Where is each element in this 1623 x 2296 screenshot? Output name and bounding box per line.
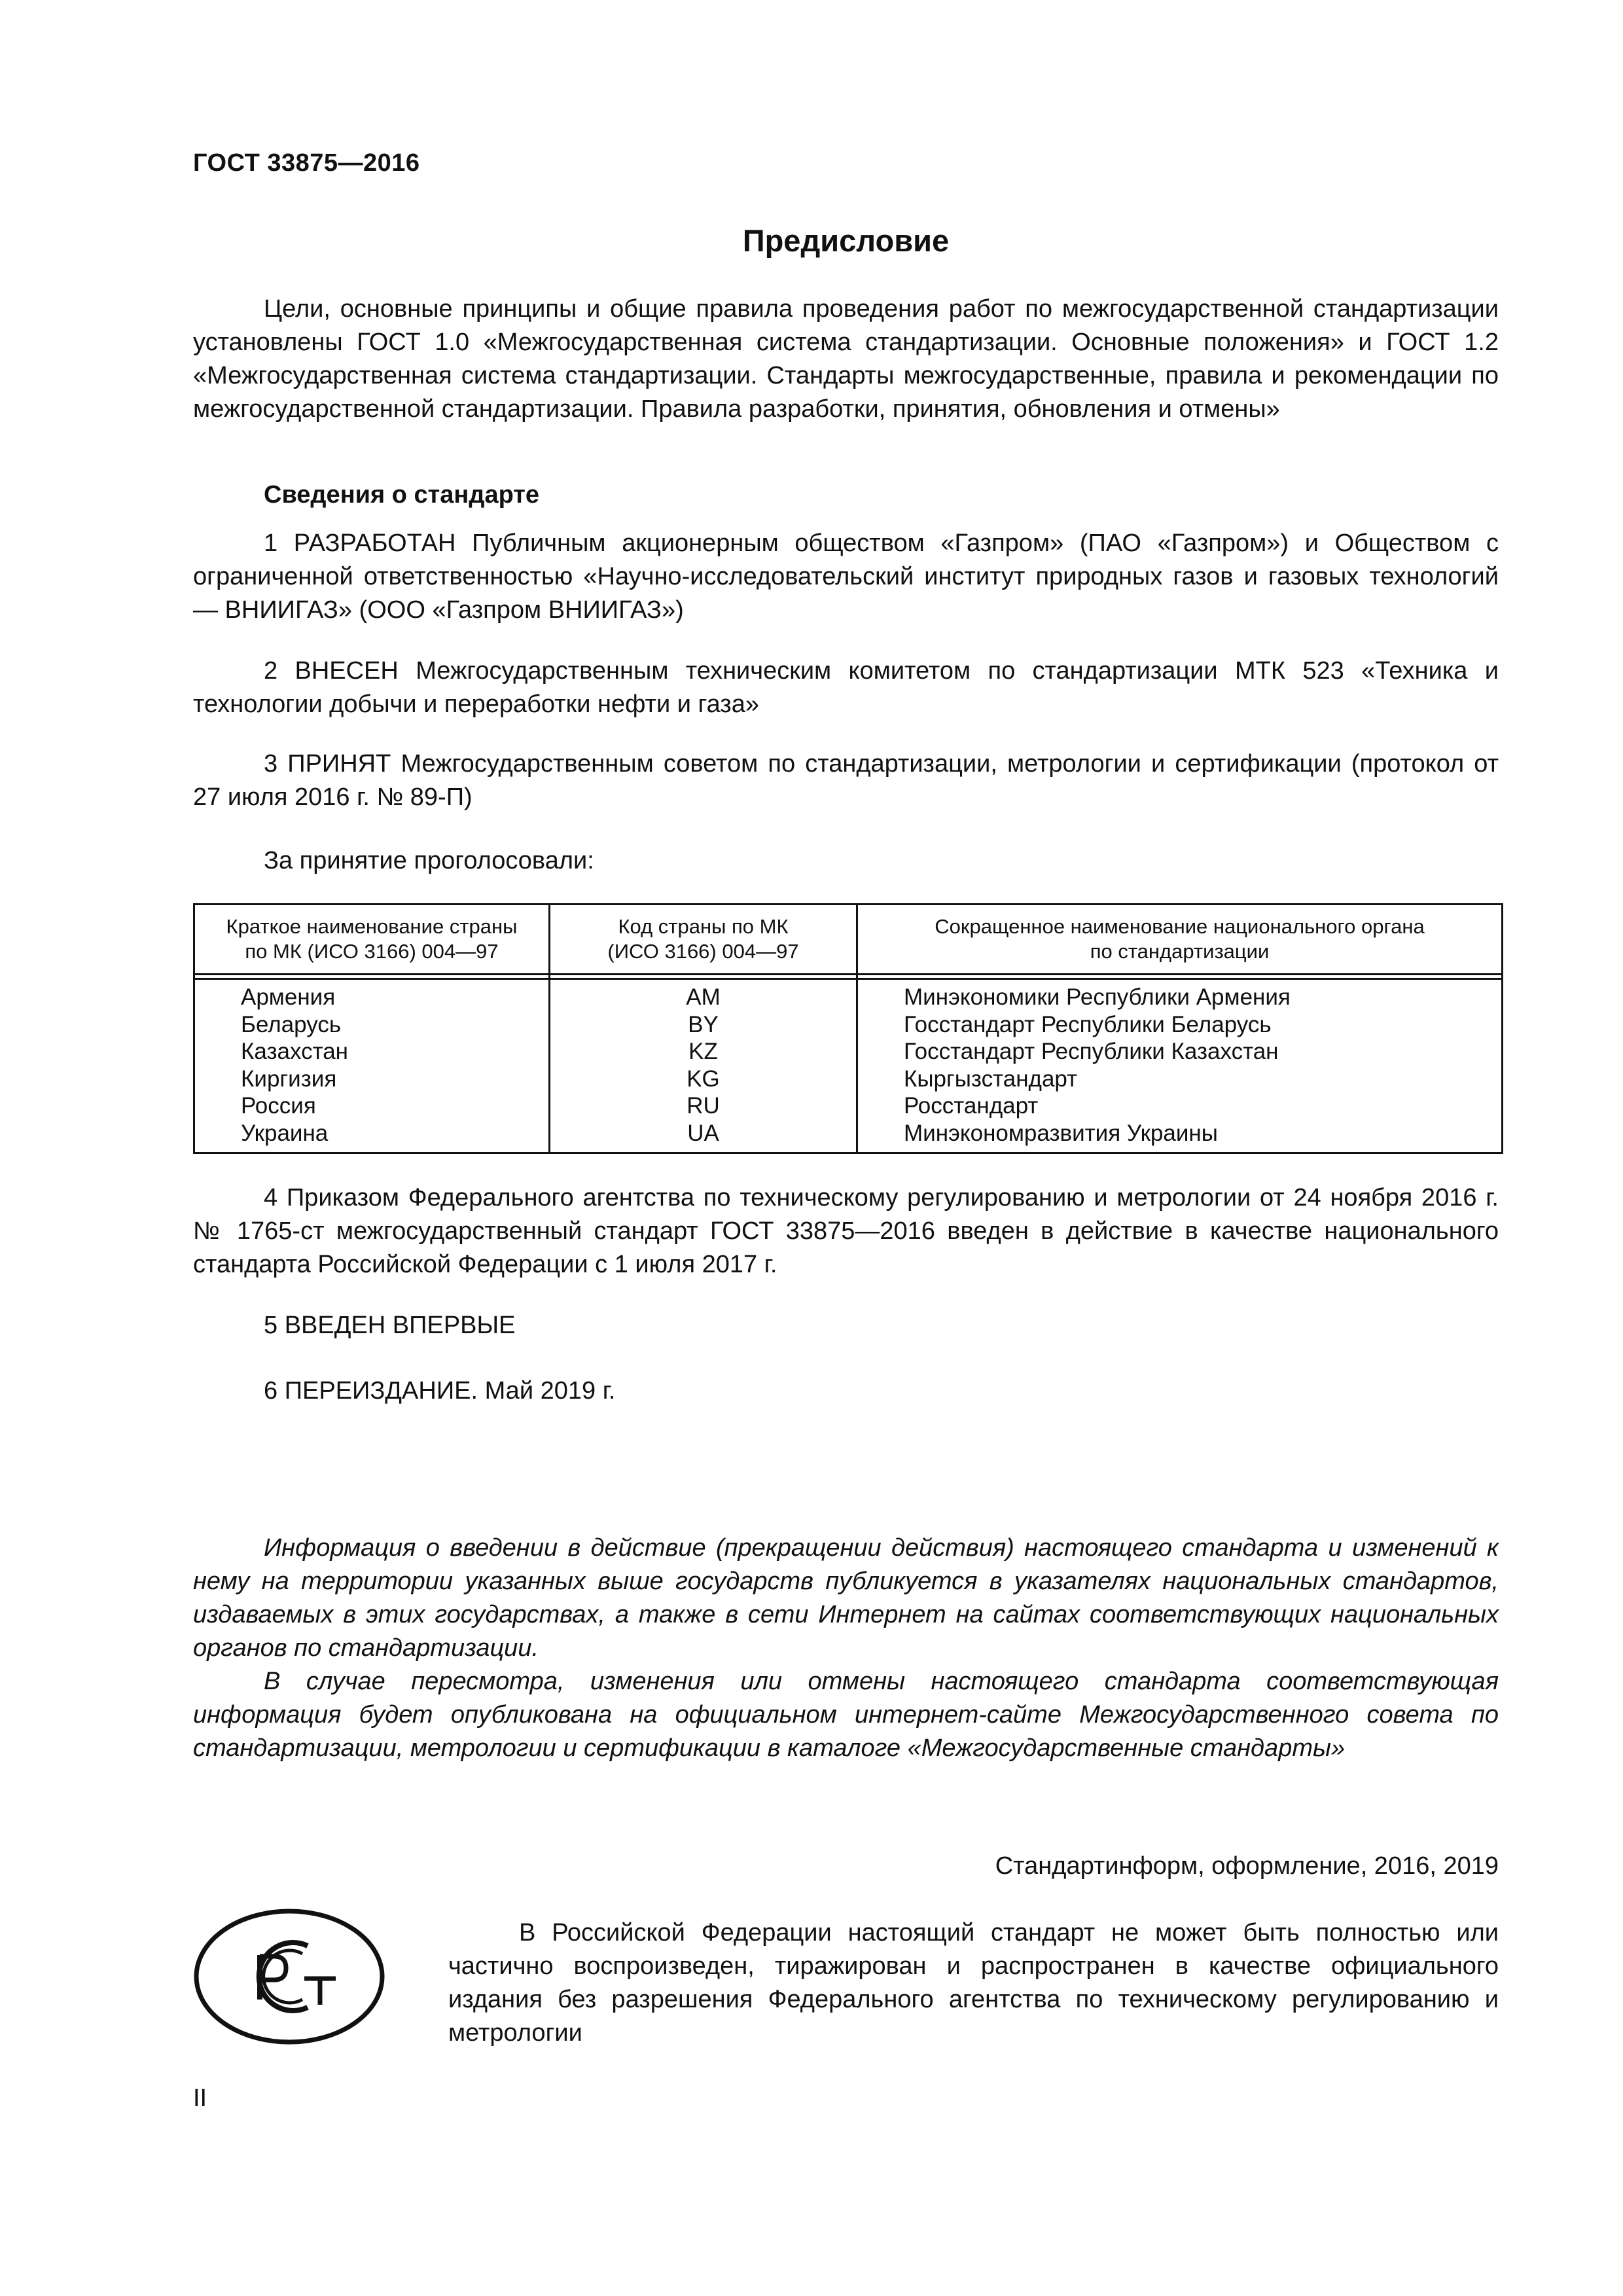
table-header-country [195,914,548,964]
code-column [550,984,856,1147]
header-line: по стандартизации [1090,940,1270,963]
document-code-header: ГОСТ 33875—2016 [193,149,420,177]
table-cell: Армения [241,984,336,1010]
page-title: Предисловие [742,223,950,258]
table-cell: AM [686,984,721,1010]
header-line: Краткое наименование страны [226,915,518,938]
country-column [241,984,348,1147]
item-3-adopted: 3 ПРИНЯТ Межгосударственным советом по стандартизации, метрологии и сертификации (протокол от 27 июля 2016 г. № 89-П) [193,750,1499,811]
table-cell: Госстандарт Республики Казахстан [904,1039,1279,1064]
table-cell: Минэкономики Республики Армения [904,984,1291,1010]
table-cell: Украина [241,1120,329,1146]
notice-paragraph-2: В случае пересмотра, изменения или отмены настоящего стандарта соответствующая информация будет опубликована на официальном интернет-сайте Межгосударственного совета по стандартизации, метрологии и сертификации в каталоге «Межгосударственные стандарты» [193,1668,1499,1762]
table-cell: Минэкономразвития Украины [904,1120,1218,1146]
header-line: (ИСО 3166) 004—97 [607,940,799,963]
item-2-introduced: 2 ВНЕСЕН Межгосударственным техническим комитетом по стандартизации МТК 523 «Техника и технологии добычи и переработки нефти и газа» [193,657,1499,718]
intro-paragraph: Цели, основные принципы и общие правила проведения работ по межгосударственной стандартизации установлены ГОСТ 1.0 «Межгосударственная система стандартизации. Основные положения» и ГОСТ 1.2 «Межгосударственная система стандартизации. Стандарты межгосударственные, правила и рекомендации по межгосударственной стандартизации. Правила разработки, принятия, обновления и отмены» [193,295,1499,423]
table-header-national-body [858,914,1501,964]
national-body-column [904,984,1291,1147]
table-cell: RU [687,1093,720,1119]
table-header-code [550,914,856,964]
vote-label: За принятие проголосовали: [264,847,594,874]
gost-r-logo-icon [193,1908,386,2045]
header-line: по МК (ИСО 3166) 004—97 [245,940,499,963]
table-cell: Казахстан [241,1039,349,1064]
item-6-reissue: 6 ПЕРЕИЗДАНИЕ. Май 2019 г. [264,1377,616,1405]
item-5-first-introduced: 5 ВВЕДЕН ВПЕРВЫЕ [264,1312,516,1339]
section-heading: Сведения о стандарте [264,481,540,509]
table-cell: Беларусь [241,1011,342,1037]
table-cell: Кыргызстандарт [904,1066,1078,1092]
item-1-developed: 1 РАЗРАБОТАН Публичным акционерным обществом «Газпром» (ПАО «Газпром») и Обществом с ограниченной ответственностью «Научно-исследовательский институт природных газов и газовых технологий — ВНИИГАЗ» (ООО «Газпром ВНИИГАЗ») [193,529,1499,624]
table-cell: Россия [241,1093,316,1119]
page-number: II [193,2085,207,2112]
voting-table [193,903,1503,1154]
table-cell: KZ [688,1039,718,1064]
table-cell: KG [687,1066,720,1092]
item-4-order: 4 Приказом Федерального агентства по техническому регулированию и метрологии от 24 ноября 2016 г. № 1765-ст межгосударственный стандарт ГОСТ 33875—2016 введен в действие в качестве национального стандарта Российской Федерации с 1 июля 2017 г. [193,1184,1499,1278]
header-line: Сокращенное наименование национального органа [935,915,1425,938]
table-cell: Киргизия [241,1066,337,1092]
copyright-notice: В Российской Федерации настоящий стандарт не может быть полностью или частично воспроизведен, тиражирован и распространен в качестве официального издания без разрешения Федерального агентства по техническому регулированию и метрологии [448,1919,1499,2047]
notice-paragraph-1: Информация о введении в действие (прекращении действия) настоящего стандарта и изменений к нему на территории указанных выше государств публикуется в указателях национальных стандартов, издаваемых в этих государствах, а также в сети Интернет на сайтах соответствующих национальных органов по стандартизации. [193,1534,1499,1662]
table-cell: UA [687,1120,719,1146]
table-cell: BY [688,1011,719,1037]
table-cell: Госстандарт Республики Беларусь [904,1011,1272,1037]
publisher-line: Стандартинформ, оформление, 2016, 2019 [995,1852,1499,1880]
header-line: Код страны по МК [618,915,789,938]
table-header-separator [195,973,1501,980]
table-cell: Росстандарт [904,1093,1039,1119]
